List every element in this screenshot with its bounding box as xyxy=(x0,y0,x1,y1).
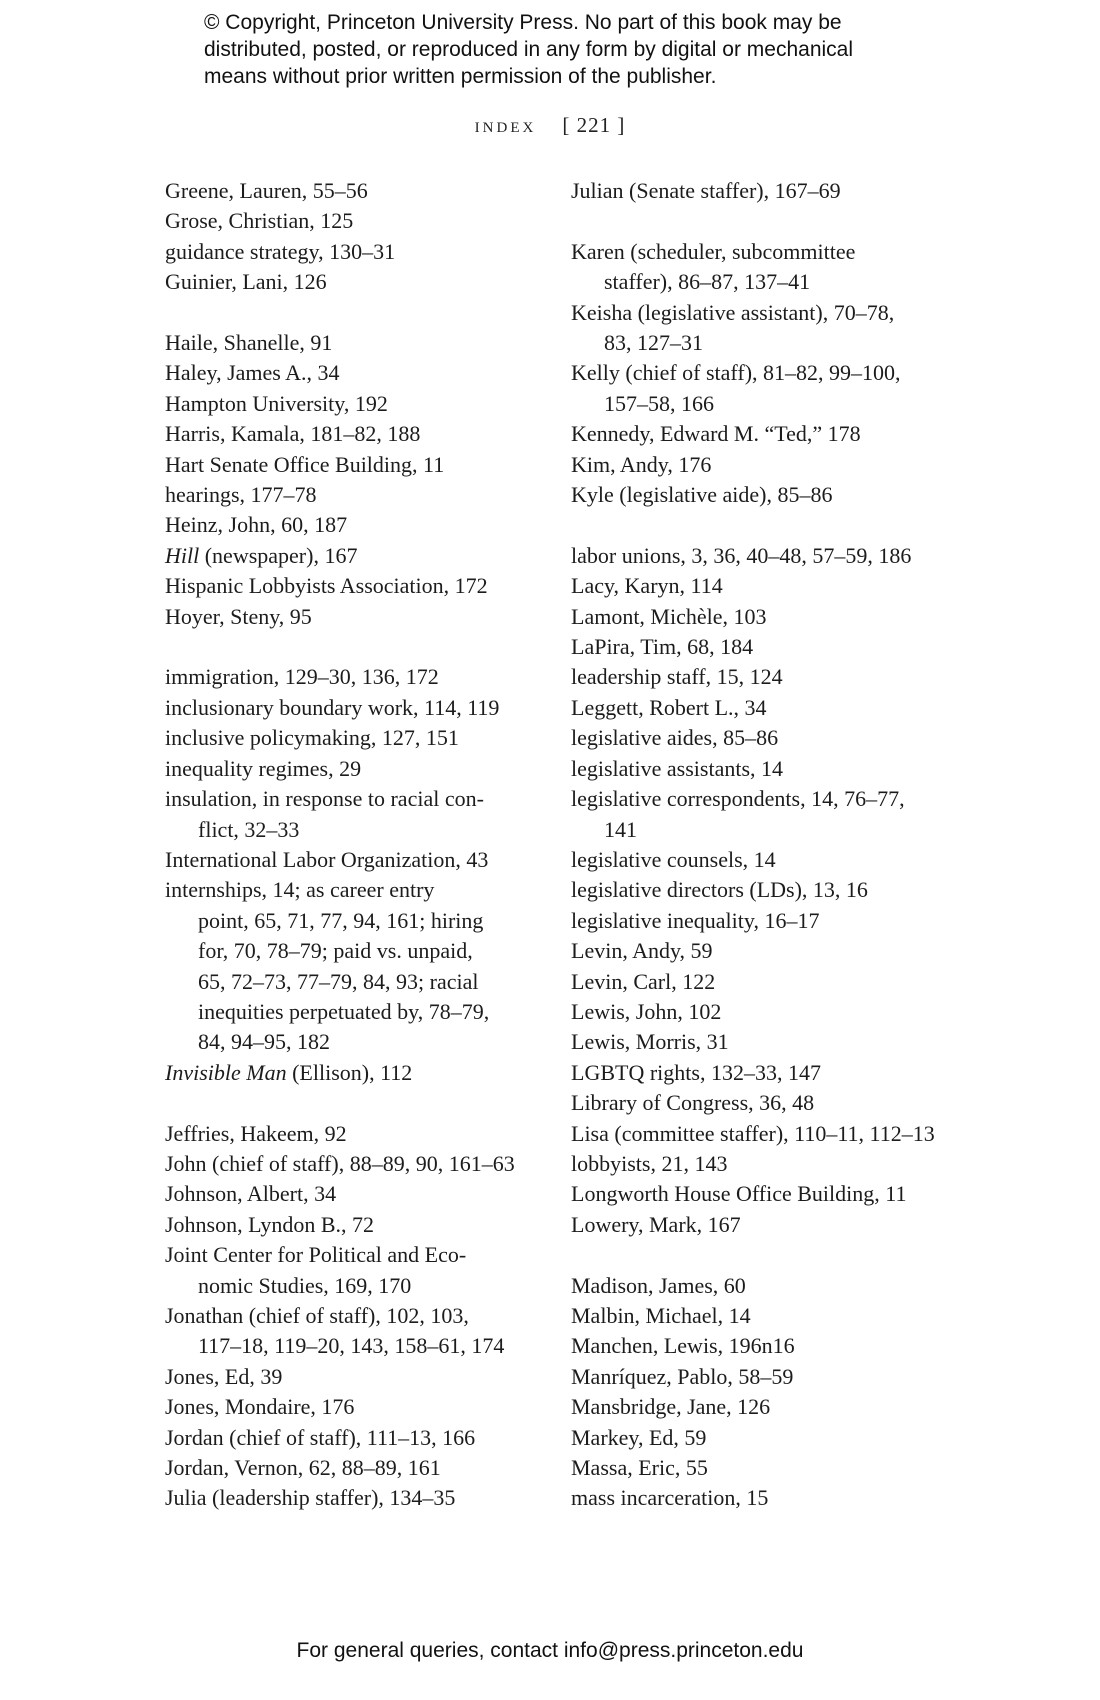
index-entry-text: Julian (Senate staffer), 167–69 xyxy=(571,178,841,203)
index-entry-text: Jordan (chief of staff), 111–13, 166 xyxy=(165,1424,476,1450)
index-entry xyxy=(571,1058,951,1088)
index-entry xyxy=(165,571,535,601)
index-entry-text: inequality regimes, 29 xyxy=(165,755,362,781)
index-entry-text: inclusive policymaking, 127, 151 xyxy=(165,725,459,751)
index-entry-continuation: flict, 32–33 xyxy=(198,816,300,842)
index-entry-text: Mansbridge, Jane, 126 xyxy=(571,1394,771,1420)
index-entry xyxy=(571,1301,951,1331)
index-entry-text: Manríquez, Pablo, 58–59 xyxy=(571,1363,794,1389)
running-header xyxy=(0,112,1100,138)
index-entry-text: Joint Center for Political and Eco- xyxy=(165,1242,467,1268)
index-entry-text: Lowery, Mark, 167 xyxy=(571,1211,741,1237)
index-entry-text: Jones, Mondaire, 176 xyxy=(165,1394,355,1420)
index-entry-text: Madison, James, 60 xyxy=(571,1272,746,1298)
index-entry-continuation: point, 65, 71, 77, 94, 161; hiring xyxy=(198,907,484,933)
index-entry xyxy=(165,267,535,297)
index-entry-text: legislative assistants, 14 xyxy=(571,755,784,781)
index-entry xyxy=(165,1453,535,1483)
index-entry xyxy=(571,906,951,936)
index-entry-text: insulation, in response to racial con- xyxy=(165,786,484,812)
copyright-line: distributed, posted, or reproduced in any form by digital or mechanical xyxy=(204,38,854,61)
index-letter-gap xyxy=(165,1088,535,1118)
index-letter-gap xyxy=(165,298,535,328)
index-entry xyxy=(571,936,951,966)
index-entry xyxy=(571,693,951,723)
index-entry xyxy=(571,1483,951,1513)
index-entry xyxy=(165,1058,535,1088)
index-entry-text: Heinz, John, 60, 187 xyxy=(165,512,348,538)
index-column-right xyxy=(571,176,951,1514)
index-entry-text: Lewis, John, 102 xyxy=(571,998,722,1024)
index-entry xyxy=(571,571,951,601)
index-entry xyxy=(571,1179,951,1209)
index-entry-text: Johnson, Albert, 34 xyxy=(165,1181,337,1207)
index-entry xyxy=(165,662,535,692)
index-entry-continuation: 141 xyxy=(604,816,637,842)
index-entry-text: Grose, Christian, 125 xyxy=(165,208,354,234)
index-entry xyxy=(165,328,535,358)
index-entry-text: Malbin, Michael, 14 xyxy=(571,1302,751,1328)
index-entry xyxy=(165,1210,535,1240)
index-entry-continuation: inequities perpetuated by, 78–79, xyxy=(198,998,490,1024)
header-label: index xyxy=(474,112,537,137)
index-entry-text: Lisa (committee staffer), 110–11, 112–13 xyxy=(571,1120,935,1146)
index-entry-text: Lewis, Morris, 31 xyxy=(571,1029,729,1055)
index-entry-continuation: 83, 127–31 xyxy=(604,330,703,356)
index-entry-text: Haley, James A., 34 xyxy=(165,360,340,386)
index-entry xyxy=(571,875,951,905)
index-entry xyxy=(571,541,951,571)
index-entry-text: Guinier, Lani, 126 xyxy=(165,269,327,295)
index-entry-text: lobbyists, 21, 143 xyxy=(571,1150,728,1176)
index-entry xyxy=(571,662,951,692)
index-entry xyxy=(571,358,951,419)
index-entry-text: Hoyer, Steny, 95 xyxy=(165,603,312,629)
index-entry-continuation: nomic Studies, 169, 170 xyxy=(198,1272,412,1298)
index-entry-title: Invisible Man xyxy=(165,1059,287,1085)
index-entry xyxy=(165,419,535,449)
index-entry xyxy=(165,754,535,784)
index-entry-text: Kim, Andy, 176 xyxy=(571,451,712,477)
index-entry-title: Hill xyxy=(165,542,200,568)
index-entry xyxy=(165,784,535,845)
copyright-line: © Copyright, Princeton University Press. No part of this book may be xyxy=(204,11,842,34)
index-entry-text: Hart Senate Office Building, 11 xyxy=(165,451,445,477)
index-entry xyxy=(165,480,535,510)
index-entry xyxy=(165,723,535,753)
index-entry xyxy=(165,1423,535,1453)
index-entry xyxy=(571,237,951,298)
index-entry xyxy=(571,632,951,662)
index-entry xyxy=(571,1453,951,1483)
index-entry-continuation: for, 70, 78–79; paid vs. unpaid, xyxy=(198,938,473,964)
index-entry-text: Levin, Andy, 59 xyxy=(571,938,713,964)
index-entry-text: Longworth House Office Building, 11 xyxy=(571,1181,907,1207)
index-entry-text: guidance strategy, 130–31 xyxy=(165,238,396,264)
index-entry xyxy=(571,450,951,480)
index-entry-text: Hampton University, 192 xyxy=(165,390,388,416)
index-entry-text: John (chief of staff), 88–89, 90, 161–63 xyxy=(165,1150,515,1176)
index-entry xyxy=(571,1362,951,1392)
index-entry xyxy=(571,1088,951,1118)
index-column-left xyxy=(165,176,535,1514)
index-entry xyxy=(571,967,951,997)
index-entry-text: International Labor Organization, 43 xyxy=(165,846,489,872)
index-entry xyxy=(165,358,535,388)
footer-contact: For general queries, contact info@press.princeton.edu xyxy=(296,1639,804,1662)
index-entry xyxy=(165,176,535,206)
index-entry-text: immigration, 129–30, 136, 172 xyxy=(165,664,439,690)
index-entry-text: Manchen, Lewis, 196n16 xyxy=(571,1333,795,1359)
index-entry xyxy=(571,1331,951,1361)
index-entry-text: Jordan, Vernon, 62, 88–89, 161 xyxy=(165,1455,441,1481)
index-entry-text: legislative inequality, 16–17 xyxy=(571,907,820,933)
index-entry xyxy=(571,997,951,1027)
index-entry-text: legislative directors (LDs), 13, 16 xyxy=(571,877,868,903)
index-entry-text: leadership staff, 15, 124 xyxy=(571,664,783,690)
index-entry-text: hearings, 177–78 xyxy=(165,482,317,508)
index-entry xyxy=(165,541,535,571)
index-entry-text: Jones, Ed, 39 xyxy=(165,1363,283,1389)
index-entry xyxy=(165,1149,535,1179)
index-entry xyxy=(571,1423,951,1453)
index-entry-text: Harris, Kamala, 181–82, 188 xyxy=(165,421,421,447)
index-entry-text: Markey, Ed, 59 xyxy=(571,1424,707,1450)
index-entry-text: Jeffries, Hakeem, 92 xyxy=(165,1120,347,1146)
index-entry xyxy=(165,1240,535,1301)
index-entry-text: internships, 14; as career entry xyxy=(165,877,435,903)
index-entry xyxy=(571,1149,951,1179)
index-entry xyxy=(165,510,535,540)
index-entry-text: Lacy, Karyn, 114 xyxy=(571,573,723,599)
index-letter-gap xyxy=(571,510,951,540)
index-entry-text: inclusionary boundary work, 114, 119 xyxy=(165,694,500,720)
index-entry-text: Kennedy, Edward M. “Ted,” 178 xyxy=(571,421,861,447)
index-entry xyxy=(571,784,951,845)
index-entry xyxy=(571,845,951,875)
index-entry-text: Library of Congress, 36, 48 xyxy=(571,1090,815,1116)
index-entry xyxy=(571,176,951,206)
index-entry-text: legislative counsels, 14 xyxy=(571,846,776,872)
index-entry-text: Hispanic Lobbyists Association, 172 xyxy=(165,573,488,599)
index-entry xyxy=(165,1179,535,1209)
index-entry-text: Johnson, Lyndon B., 72 xyxy=(165,1211,375,1237)
index-entry-text: Kelly (chief of staff), 81–82, 99–100, xyxy=(571,360,901,386)
index-entry-continuation: staffer), 86–87, 137–41 xyxy=(604,269,811,295)
index-entry-text: Karen (scheduler, subcommittee xyxy=(571,238,856,264)
index-entry xyxy=(571,1392,951,1422)
index-entry-continuation: 157–58, 166 xyxy=(604,390,714,416)
index-entry xyxy=(165,1392,535,1422)
index-entry-text: LaPira, Tim, 68, 184 xyxy=(571,634,754,660)
index-entry xyxy=(165,602,535,632)
index-entry xyxy=(165,237,535,267)
index-entry-text: legislative aides, 85–86 xyxy=(571,725,779,751)
index-entry-text: labor unions, 3, 36, 40–48, 57–59, 186 xyxy=(571,542,912,568)
index-entry xyxy=(165,1362,535,1392)
index-entry-text: mass incarceration, 15 xyxy=(571,1485,769,1511)
index-entry xyxy=(571,602,951,632)
index-entry-text: Lamont, Michèle, 103 xyxy=(571,603,767,629)
index-entry-text: Greene, Lauren, 55–56 xyxy=(165,178,368,203)
index-letter-gap xyxy=(571,206,951,236)
index-entry-text: Jonathan (chief of staff), 102, 103, xyxy=(165,1302,469,1328)
index-entry-text: Levin, Carl, 122 xyxy=(571,968,716,994)
index-entry xyxy=(165,206,535,236)
index-entry-text: (newspaper), 167 xyxy=(199,542,358,568)
index-entry xyxy=(571,1119,951,1149)
copyright-notice xyxy=(204,9,924,90)
index-entry xyxy=(165,875,535,1057)
index-entry-text: Haile, Shanelle, 91 xyxy=(165,330,333,356)
index-entry xyxy=(571,1271,951,1301)
index-entry-text: Keisha (legislative assistant), 70–78, xyxy=(571,299,895,325)
index-entry xyxy=(571,1027,951,1057)
index-entry-text: LGBTQ rights, 132–33, 147 xyxy=(571,1059,821,1085)
index-entry-continuation: 84, 94–95, 182 xyxy=(198,1029,330,1055)
index-entry xyxy=(165,1483,535,1513)
index-entry-text: Kyle (legislative aide), 85–86 xyxy=(571,482,833,508)
index-entry-text: Julia (leadership staffer), 134–35 xyxy=(165,1485,456,1511)
index-entry xyxy=(165,845,535,875)
index-entry xyxy=(165,1119,535,1149)
index-letter-gap xyxy=(165,632,535,662)
index-entry xyxy=(571,723,951,753)
index-entry xyxy=(571,298,951,359)
page-number: [ 221 ] xyxy=(562,113,626,137)
index-entry xyxy=(165,389,535,419)
index-letter-gap xyxy=(571,1240,951,1270)
index-entry xyxy=(165,693,535,723)
index-entry xyxy=(571,1210,951,1240)
index-entry-continuation: 65, 72–73, 77–79, 84, 93; racial xyxy=(198,968,479,994)
index-entry xyxy=(571,419,951,449)
index-entry-text: legislative correspondents, 14, 76–77, xyxy=(571,786,905,812)
index-entry xyxy=(571,480,951,510)
index-entry xyxy=(571,754,951,784)
index-entry-text: Leggett, Robert L., 34 xyxy=(571,694,767,720)
index-entry xyxy=(165,450,535,480)
index-entry xyxy=(165,1301,535,1362)
copyright-line: means without prior written permission of the publisher. xyxy=(204,65,717,88)
index-entry-continuation: 117–18, 119–20, 143, 158–61, 174 xyxy=(198,1333,505,1359)
index-entry-text: Massa, Eric, 55 xyxy=(571,1455,708,1481)
index-entry-text: (Ellison), 112 xyxy=(286,1059,413,1085)
